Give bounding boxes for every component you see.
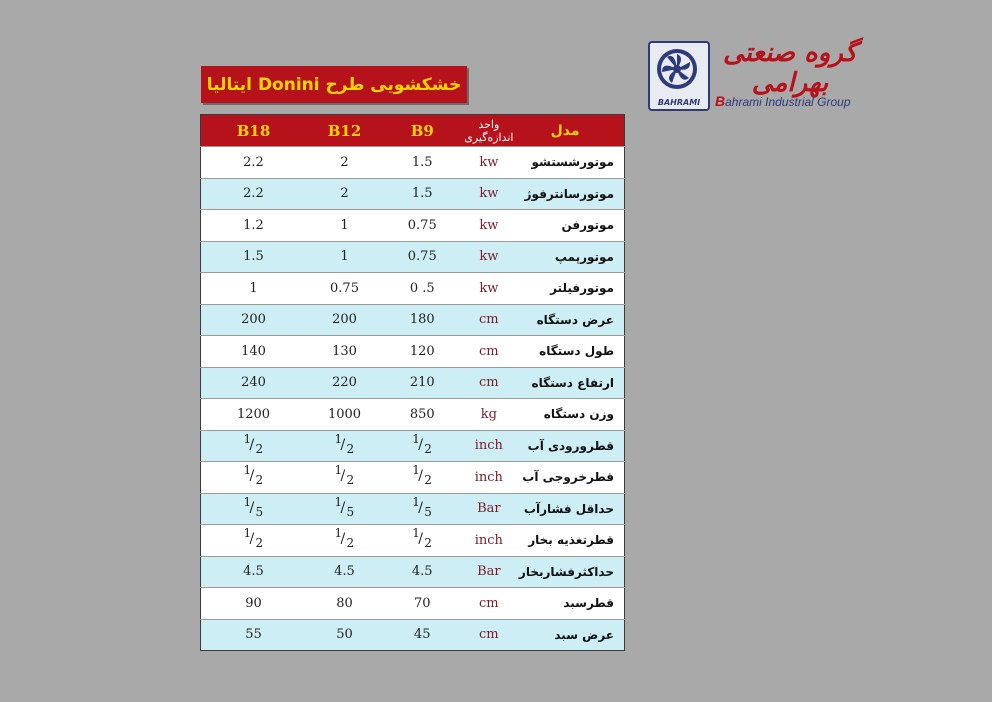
header-b9: B9 bbox=[383, 115, 462, 147]
unit-cell: inch bbox=[462, 430, 517, 462]
value-b9 bbox=[383, 462, 462, 494]
fraction-value: 1 / 2 bbox=[334, 431, 355, 456]
value-b12: 1000 bbox=[306, 399, 383, 431]
param-name: موتورسانترفوژ bbox=[516, 178, 624, 210]
header-model: مدل bbox=[516, 115, 624, 147]
param-name: حداقل فشارآب bbox=[516, 493, 624, 525]
value-b12: 0.75 bbox=[306, 273, 383, 305]
value-b9: 1.5 bbox=[383, 178, 462, 210]
value-b18: 240 bbox=[201, 367, 307, 399]
fraction-value: 1 / 2 bbox=[412, 526, 432, 551]
fraction-value: 1 / 2 bbox=[243, 431, 264, 456]
param-name: طول دستگاه bbox=[516, 336, 624, 368]
value-b12: 2 bbox=[306, 147, 383, 179]
param-name: ارتفاع دستگاه bbox=[516, 367, 624, 399]
value-b18: 90 bbox=[201, 588, 307, 620]
spec-table bbox=[200, 114, 625, 651]
unit-cell: kw bbox=[462, 178, 517, 210]
fraction-value: 1 / 2 bbox=[334, 463, 355, 488]
value-b18: 2.2 bbox=[201, 178, 307, 210]
table-row bbox=[201, 462, 625, 494]
value-b18: 1200 bbox=[201, 399, 307, 431]
table-header-row bbox=[201, 115, 625, 147]
fraction-value: 1 / 2 bbox=[243, 463, 264, 488]
table-row bbox=[201, 178, 625, 210]
value-b9: 850 bbox=[383, 399, 462, 431]
unit-cell: kg bbox=[462, 399, 517, 431]
param-name: موتورشستشو bbox=[516, 147, 624, 179]
logo-english-rest: ahrami Industrial Group bbox=[725, 95, 851, 109]
table-row bbox=[201, 493, 625, 525]
value-b12: 80 bbox=[306, 588, 383, 620]
value-b12: 4.5 bbox=[306, 556, 383, 588]
value-b18 bbox=[201, 525, 307, 557]
value-b18: 1.2 bbox=[201, 210, 307, 242]
table-row bbox=[201, 336, 625, 368]
unit-cell: inch bbox=[462, 525, 517, 557]
unit-cell: kw bbox=[462, 273, 517, 305]
value-b18: 2.2 bbox=[201, 147, 307, 179]
value-b9: 0.75 bbox=[383, 210, 462, 242]
value-b18 bbox=[201, 462, 307, 494]
value-b9 bbox=[383, 493, 462, 525]
fraction-value: 1 / 2 bbox=[334, 526, 355, 551]
value-b9: 70 bbox=[383, 588, 462, 620]
logo-english-initial: B bbox=[715, 93, 726, 109]
page-title: خشکشویی طرح Donini ایتالیا bbox=[201, 66, 467, 103]
value-b12: 1 bbox=[306, 210, 383, 242]
value-b18: 200 bbox=[201, 304, 307, 336]
param-name: موتورپمپ bbox=[516, 241, 624, 273]
value-b12: 1 bbox=[306, 241, 383, 273]
table-row bbox=[201, 273, 625, 305]
company-logo bbox=[645, 38, 875, 112]
fraction-value: 1 / 5 bbox=[243, 494, 264, 519]
fraction-value: 1 / 5 bbox=[412, 494, 432, 519]
param-name: وزن دستگاه bbox=[516, 399, 624, 431]
param-name: قطرتغذیه بخار bbox=[516, 525, 624, 557]
table-row bbox=[201, 241, 625, 273]
value-b9: 1.5 bbox=[383, 147, 462, 179]
value-b9: 210 bbox=[383, 367, 462, 399]
value-b12: 50 bbox=[306, 619, 383, 651]
fan-icon bbox=[655, 47, 699, 91]
unit-cell: kw bbox=[462, 241, 517, 273]
unit-cell: cm bbox=[462, 367, 517, 399]
value-b9 bbox=[383, 525, 462, 557]
param-name: قطرورودی آب bbox=[516, 430, 624, 462]
table-row bbox=[201, 304, 625, 336]
value-b9: 180 bbox=[383, 304, 462, 336]
unit-cell: Bar bbox=[462, 493, 517, 525]
value-b9 bbox=[383, 430, 462, 462]
param-name: حداکثرفشاربخار bbox=[516, 556, 624, 588]
logo-english-name bbox=[715, 93, 875, 109]
value-b12 bbox=[306, 493, 383, 525]
table-row bbox=[201, 619, 625, 651]
param-name: عرض دستگاه bbox=[516, 304, 624, 336]
table-row bbox=[201, 525, 625, 557]
param-name: موتورفن bbox=[516, 210, 624, 242]
value-b9: 120 bbox=[383, 336, 462, 368]
value-b18: 55 bbox=[201, 619, 307, 651]
value-b12: 2 bbox=[306, 178, 383, 210]
param-name: قطرخروجی آب bbox=[516, 462, 624, 494]
value-b9: 0.75 bbox=[383, 241, 462, 273]
value-b12 bbox=[306, 462, 383, 494]
table-row bbox=[201, 210, 625, 242]
value-b18 bbox=[201, 493, 307, 525]
unit-cell: cm bbox=[462, 619, 517, 651]
value-b18: 140 bbox=[201, 336, 307, 368]
table-row bbox=[201, 367, 625, 399]
table-row bbox=[201, 399, 625, 431]
unit-cell: cm bbox=[462, 336, 517, 368]
table-row bbox=[201, 147, 625, 179]
param-name: موتورفیلتر bbox=[516, 273, 624, 305]
table-row bbox=[201, 588, 625, 620]
value-b12 bbox=[306, 525, 383, 557]
unit-cell: cm bbox=[462, 588, 517, 620]
fraction-value: 1 / 5 bbox=[334, 494, 355, 519]
fraction-value: 1 / 2 bbox=[243, 526, 264, 551]
value-b12 bbox=[306, 430, 383, 462]
logo-emblem bbox=[648, 41, 710, 111]
unit-cell: kw bbox=[462, 210, 517, 242]
logo-persian-name: گروه صنعتی بهرامی bbox=[723, 38, 857, 98]
unit-cell: cm bbox=[462, 304, 517, 336]
fraction-value: 1 / 2 bbox=[412, 463, 432, 488]
header-b12: B12 bbox=[306, 115, 383, 147]
unit-cell: Bar bbox=[462, 556, 517, 588]
value-b18: 1 bbox=[201, 273, 307, 305]
value-b9: 0 .5 bbox=[383, 273, 462, 305]
param-name: قطرسبد bbox=[516, 588, 624, 620]
value-b9: 45 bbox=[383, 619, 462, 651]
value-b18: 1.5 bbox=[201, 241, 307, 273]
table-row bbox=[201, 556, 625, 588]
header-unit: واحد اندازه‌گیری bbox=[462, 115, 517, 147]
value-b18 bbox=[201, 430, 307, 462]
logo-emblem-label: BAHRAMI bbox=[657, 98, 701, 107]
value-b12: 220 bbox=[306, 367, 383, 399]
header-b18: B18 bbox=[201, 115, 307, 147]
value-b18: 4.5 bbox=[201, 556, 307, 588]
fraction-value: 1 / 2 bbox=[412, 431, 432, 456]
table-row bbox=[201, 430, 625, 462]
param-name: عرض سبد bbox=[516, 619, 624, 651]
value-b12: 200 bbox=[306, 304, 383, 336]
value-b12: 130 bbox=[306, 336, 383, 368]
unit-cell: kw bbox=[462, 147, 517, 179]
value-b9: 4.5 bbox=[383, 556, 462, 588]
unit-cell: inch bbox=[462, 462, 517, 494]
